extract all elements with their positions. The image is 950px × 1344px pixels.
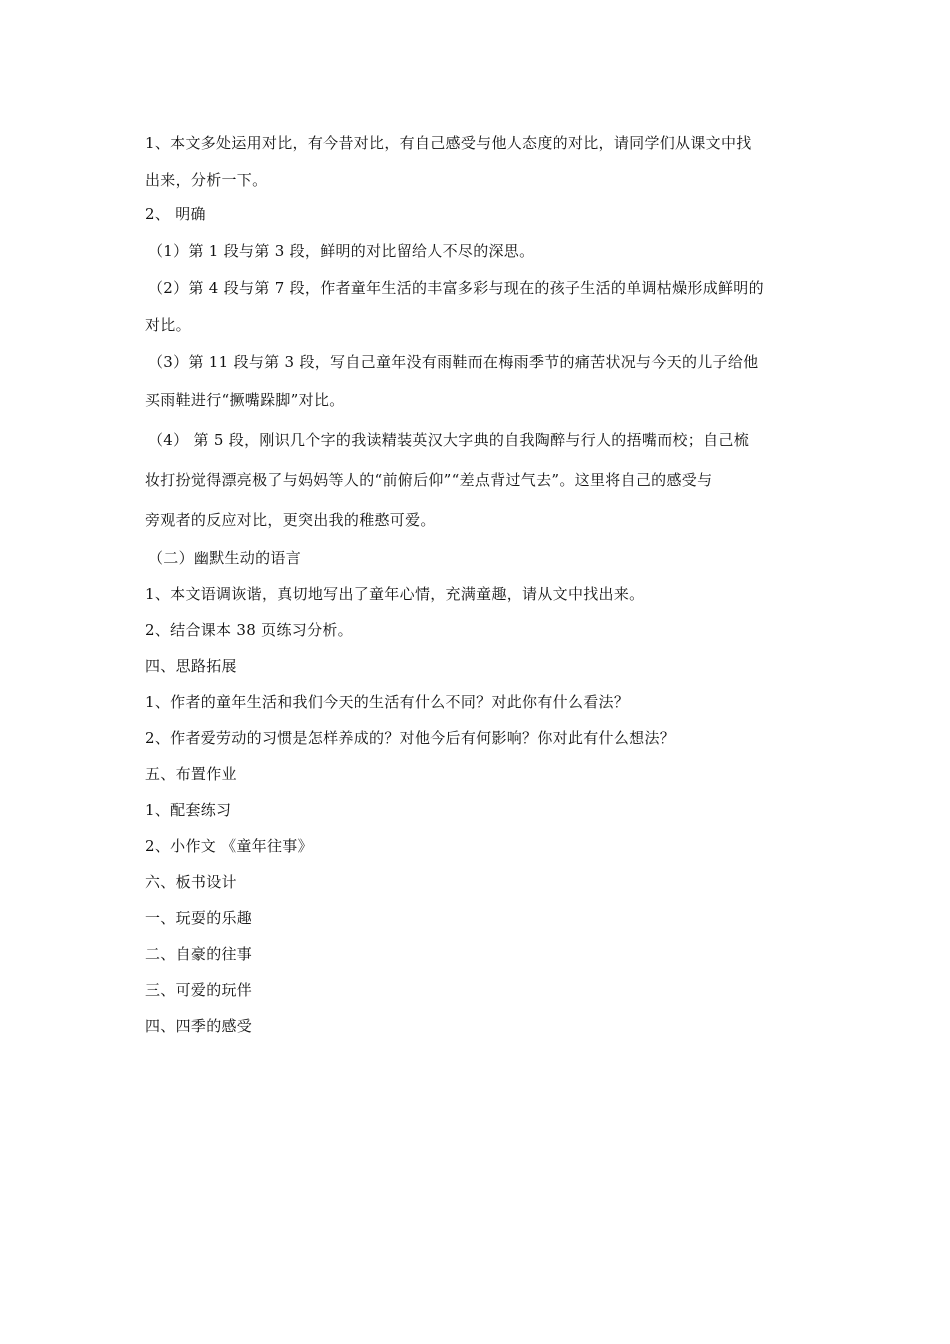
board-item: 四、四季的感受 <box>145 1017 253 1035</box>
document-body <box>145 122 810 1044</box>
section-heading: 六、板书设计 <box>145 873 237 891</box>
paragraph-line: 妆打扮觉得漂亮极了与妈妈等人的“前俯后仰”“差点背过气去”。这里将自己的感受与 <box>145 471 713 489</box>
paragraph-line: 2、小作文 《童年往事》 <box>145 837 313 855</box>
paragraph-line: 对比。 <box>145 316 191 334</box>
paragraph-line: 旁观者的反应对比，更突出我的稚憨可爱。 <box>145 511 436 529</box>
paragraph-line: 买雨鞋进行“撅嘴跺脚”对比。 <box>145 391 345 409</box>
paragraph-line: （1）第 1 段与第 3 段，鲜明的对比留给人不尽的深思。 <box>148 242 535 260</box>
section-heading: 四、思路拓展 <box>145 657 237 675</box>
board-item: 二、自豪的往事 <box>145 945 253 963</box>
paragraph-line: （3）第 11 段与第 3 段，写自己童年没有雨鞋而在梅雨季节的痛苦状况与今天的儿子给他 <box>148 353 759 371</box>
paragraph-line: 2、 明确 <box>145 205 206 223</box>
board-item: 三、可爱的玩伴 <box>145 981 253 999</box>
paragraph-line: （2）第 4 段与第 7 段，作者童年生活的丰富多彩与现在的孩子生活的单调枯燥形成鲜明的 <box>148 279 764 297</box>
paragraph-line: 1、本文多处运用对比，有今昔对比，有自己感受与他人态度的对比，请同学们从课文中找 <box>145 134 752 152</box>
paragraph-line: 1、本文语调诙谐，真切地写出了童年心情，充满童趣，请从文中找出来。 <box>145 585 645 603</box>
paragraph-line: 出来，分析一下。 <box>145 171 268 189</box>
section-heading: （二）幽默生动的语言 <box>148 549 302 567</box>
paragraph-line: 1、作者的童年生活和我们今天的生活有什么不同？对此你有什么看法？ <box>145 693 630 711</box>
section-heading: 五、布置作业 <box>145 765 237 783</box>
paragraph-line: （4） 第 5 段，刚识几个字的我读精装英汉大字典的自我陶醉与行人的捂嘴而校；自己梳 <box>148 431 749 449</box>
board-item: 一、玩耍的乐趣 <box>145 909 253 927</box>
paragraph-line: 2、作者爱劳动的习惯是怎样养成的？对他今后有何影响？你对此有什么想法？ <box>145 729 676 747</box>
paragraph-line: 1、配套练习 <box>145 801 232 819</box>
paragraph-line: 2、结合课本 38 页练习分析。 <box>145 621 353 639</box>
